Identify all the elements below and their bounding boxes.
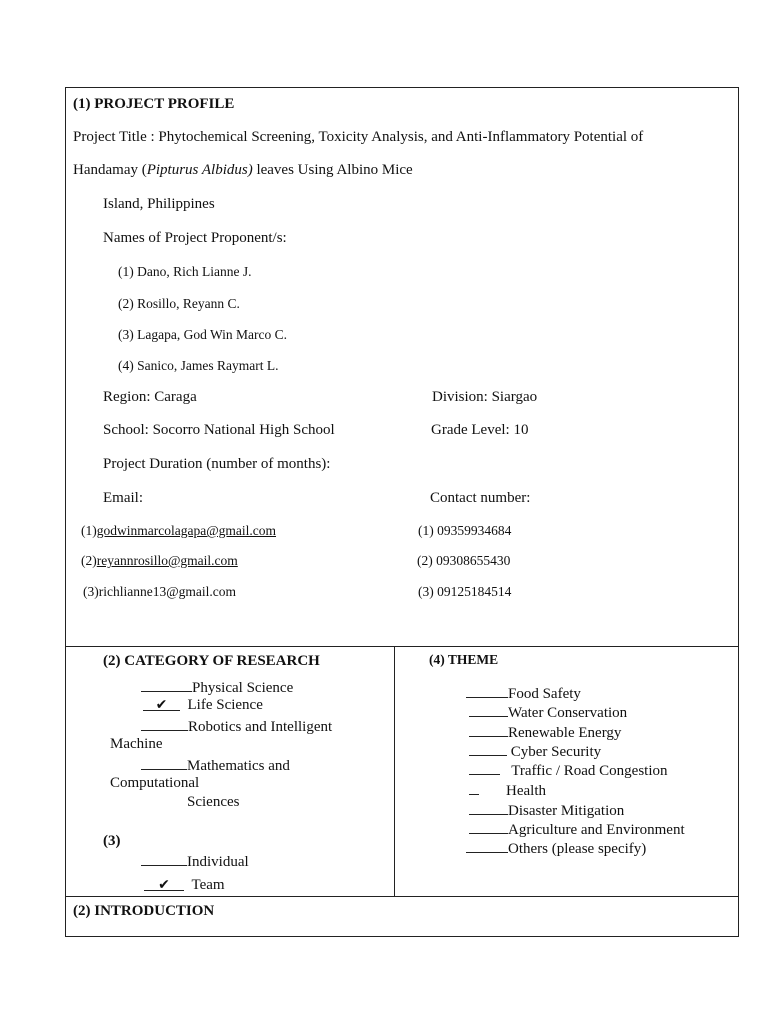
checkbox-blank[interactable]: [469, 760, 500, 775]
participation-option-individual[interactable]: Individual: [141, 851, 249, 871]
email-link[interactable]: godwinmarcolagapa@gmail.com: [96, 523, 277, 538]
project-title-suffix: leaves Using Albino Mice: [252, 162, 413, 178]
proponent-item: (2) Rosillo, Reyann C.: [118, 296, 240, 311]
category-option-robotics-cont: Machine: [110, 736, 163, 752]
school-text: School: Socorro National High School: [103, 422, 335, 438]
check-mark-icon: ✔: [158, 877, 170, 893]
category-heading: (2) CATEGORY OF RESEARCH: [103, 653, 320, 669]
email-entry: (2)reyannrosillo@gmail.com: [81, 553, 238, 568]
theme-option[interactable]: Cyber Security: [469, 741, 601, 761]
check-mark-icon: ✔: [155, 697, 168, 713]
theme-option[interactable]: Water Conservation: [469, 702, 627, 722]
theme-option[interactable]: Disaster Mitigation: [469, 800, 624, 820]
checkbox-checked[interactable]: [144, 876, 184, 891]
proponent-item: (3) Lagapa, God Win Marco C.: [118, 327, 288, 342]
proponent-item: (1) Dano, Rich Lianne J.: [118, 264, 252, 279]
category-option-mathematics-cont2: Sciences: [187, 794, 240, 810]
introduction-heading: (2) INTRODUCTION: [73, 903, 215, 919]
checkbox-blank[interactable]: [469, 702, 508, 717]
category-option-physical-science[interactable]: Physical Science: [141, 677, 293, 697]
species-name: Pipturus Albidus): [146, 162, 253, 178]
checkbox-checked[interactable]: [143, 696, 180, 711]
email-label: Email:: [103, 490, 143, 506]
contact-number-label: Contact number:: [430, 490, 531, 506]
checkbox-blank[interactable]: [141, 677, 192, 692]
checkbox-blank[interactable]: [466, 838, 508, 853]
section-3-heading: (3): [103, 833, 121, 849]
category-option-mathematics[interactable]: Mathematics and: [141, 755, 290, 775]
checkbox-blank[interactable]: [141, 851, 187, 866]
project-title-line2: [73, 161, 413, 179]
checkbox-blank[interactable]: [469, 800, 508, 815]
checkbox-blank[interactable]: [469, 780, 479, 795]
checkbox-blank[interactable]: [141, 755, 187, 770]
participation-option-team[interactable]: ✔ Team: [144, 876, 225, 894]
checkbox-blank[interactable]: [469, 819, 508, 834]
project-profile-heading: (1) PROJECT PROFILE: [73, 96, 235, 112]
column-divider: [394, 646, 395, 897]
theme-heading: (4) THEME: [429, 652, 499, 667]
contact-number: (3) 09125184514: [418, 584, 512, 599]
contact-number: (2) 09308655430: [417, 553, 511, 568]
category-option-mathematics-cont: Computational: [110, 775, 200, 791]
category-option-robotics[interactable]: Robotics and Intelligent: [141, 716, 332, 736]
theme-option[interactable]: Agriculture and Environment: [469, 819, 685, 839]
proponents-label: Names of Project Proponent/s:: [103, 230, 287, 246]
email-text: richlianne13@gmail.com: [98, 584, 237, 599]
proponent-item: (4) Sanico, James Raymart L.: [118, 358, 279, 373]
project-duration-text: Project Duration (number of months):: [103, 456, 331, 472]
checkbox-blank[interactable]: [141, 716, 188, 731]
checkbox-blank[interactable]: [469, 722, 508, 737]
division-text: Division: Siargao: [432, 389, 538, 405]
theme-option[interactable]: Renewable Energy: [469, 722, 621, 742]
project-title-line1: Project Title : Phytochemical Screening, Toxicity Analysis, and Anti-Inflammatory Potential of: [73, 129, 644, 145]
contact-number: (1) 09359934684: [418, 523, 512, 538]
email-entry: (1)godwinmarcolagapa@gmail.com: [81, 523, 277, 538]
checkbox-blank[interactable]: [469, 741, 507, 756]
theme-option[interactable]: Health: [469, 780, 546, 800]
theme-option[interactable]: Others (please specify): [466, 838, 646, 858]
grade-level-text: Grade Level: 10: [431, 422, 529, 438]
category-option-life-science[interactable]: ✔ Life Science: [143, 696, 263, 714]
checkbox-blank[interactable]: [466, 683, 508, 698]
email-link[interactable]: reyannrosillo@gmail.com: [96, 553, 238, 568]
region-text: Region: Caraga: [103, 389, 197, 405]
theme-option[interactable]: Food Safety: [466, 683, 581, 703]
location-text: Island, Philippines: [103, 196, 215, 212]
project-title-prefix: Handamay (: [73, 162, 147, 178]
email-entry: (3)richlianne13@gmail.com: [83, 584, 237, 599]
theme-option[interactable]: Traffic / Road Congestion: [469, 760, 668, 780]
